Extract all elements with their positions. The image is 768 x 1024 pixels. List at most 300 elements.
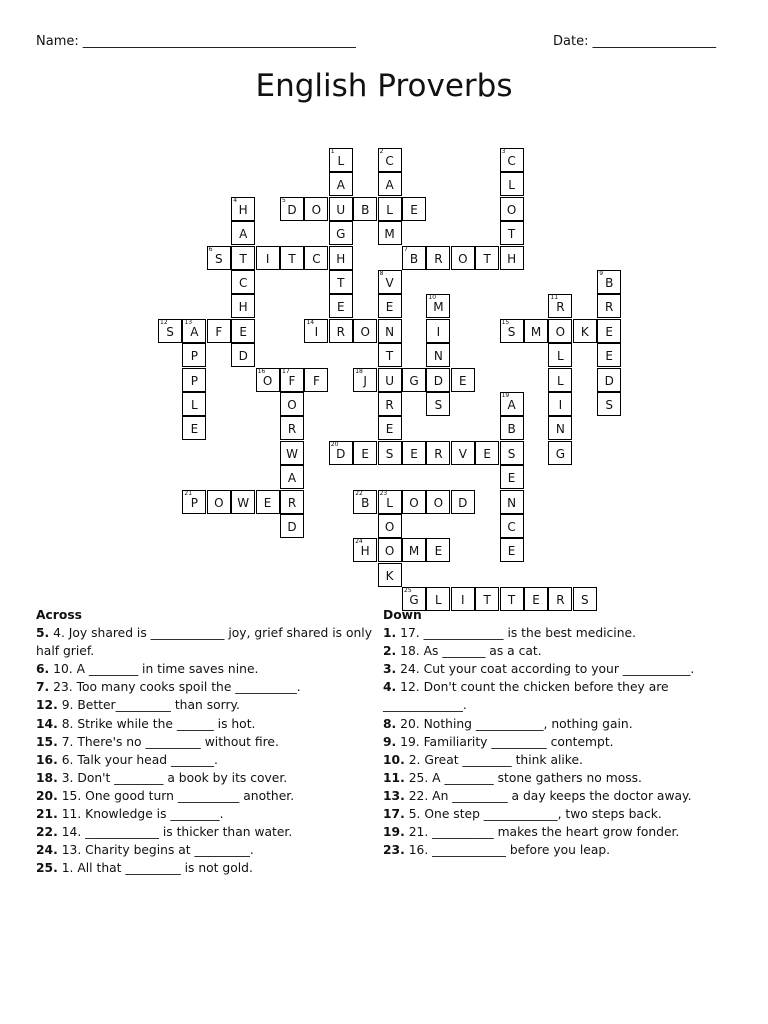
cell-number: 5 [282,196,286,204]
clue-number: 5. [36,626,50,641]
cell-letter: D [287,202,297,217]
grid-cell[interactable] [475,441,499,465]
grid-cell[interactable] [231,294,255,318]
grid-cell[interactable] [475,246,499,270]
cell-letter: E [385,422,394,437]
down-clue [383,642,743,660]
grid-cell[interactable] [304,368,328,392]
cell-number: 18 [355,367,363,375]
grid-cell[interactable] [597,368,621,392]
cell-letter: L [557,349,564,364]
grid-cell[interactable] [378,490,402,514]
grid-cell[interactable] [548,343,572,367]
clue-text: 15. One good turn __________ another. [57,788,295,803]
cell-letter: R [385,398,394,412]
cell-letter: B [605,276,614,290]
cell-letter: R [336,324,345,339]
grid-cell[interactable] [378,538,402,562]
cell-letter: E [263,495,272,510]
across-clue [36,769,381,787]
grid-cell[interactable] [256,368,280,392]
grid-cell[interactable] [548,416,572,440]
cell-letter: T [507,593,516,608]
grid-cell[interactable] [451,368,475,392]
grid-cell[interactable] [182,319,206,343]
grid-cell[interactable] [500,514,524,538]
clue-text: 8. Strike while the ______ is hot. [57,716,256,731]
grid-cell[interactable] [548,441,572,465]
clue-number: 17. [383,807,405,822]
grid-cell[interactable] [329,441,353,465]
cell-letter: H [336,251,346,266]
grid-cell[interactable] [304,246,328,270]
cell-letter: P [190,495,199,510]
grid-cell[interactable] [280,416,304,440]
down-clue [383,823,743,841]
grid-cell[interactable] [500,246,524,270]
grid-cell[interactable] [500,490,524,514]
across-heading: Across [36,608,82,622]
cell-letter: M [408,544,420,559]
cell-letter: O [262,373,273,388]
across-clue [36,696,381,714]
cell-number: 1 [330,148,335,155]
across-clue [36,859,381,877]
cell-letter: L [508,178,515,193]
clue-number: 21. [36,807,58,822]
cell-letter: I [461,593,465,608]
clue-number: 15. [36,734,58,749]
grid-cell[interactable] [426,368,450,392]
cell-letter: G [336,227,346,242]
grid-cell[interactable] [182,343,206,367]
grid-cell[interactable] [451,441,475,465]
cell-letter: C [507,520,516,534]
cell-letter: A [239,227,248,242]
grid-cell[interactable] [597,343,621,367]
grid-cell[interactable] [500,465,524,489]
across-clue [36,787,381,805]
grid-cell[interactable] [378,319,402,343]
grid-cell[interactable] [426,441,450,465]
cell-letter: E [385,300,394,315]
clue-text: 10. A ________ in time saves nine. [49,662,259,677]
grid-cell[interactable] [451,246,475,270]
name-field[interactable]: Name: __________________________________________ [36,34,356,49]
grid-cell[interactable] [280,465,304,489]
grid-cell[interactable] [378,514,402,538]
cell-letter: H [507,251,517,266]
cell-letter: B [361,495,370,510]
date-field[interactable]: Date: ___________________ [553,34,717,49]
grid-cell[interactable] [207,319,231,343]
cell-letter: H [360,544,370,559]
grid-cell[interactable] [426,343,450,367]
grid-cell[interactable] [231,221,255,245]
grid-cell[interactable] [329,172,353,196]
clue-text: 25. A ________ stone gathers no moss. [404,770,642,785]
clue-number: 8. [383,716,397,731]
cell-letter: O [214,495,224,510]
page-title: English Proverbs [255,68,513,104]
cell-number: 2 [379,148,384,155]
clue-text: 4. Joy shared is ____________ joy, grief shared is only half grief. [36,626,373,659]
grid-cell[interactable] [353,538,377,562]
grid-cell[interactable] [451,490,475,514]
across-clue [36,841,381,859]
clue-text: 16. ____________ before you leap. [404,843,611,858]
grid-cell[interactable] [280,490,304,514]
across-clue [36,715,381,733]
grid-cell[interactable] [402,246,426,270]
down-clue [383,678,743,714]
clue-text: 11. Knowledge is ________. [57,807,224,822]
grid-cell[interactable] [426,538,450,562]
grid-cell[interactable] [597,270,621,294]
cell-letter: E [361,446,369,461]
grid-cell[interactable] [426,392,450,416]
clue-text: 24. Cut your coat according to your ___________. [396,662,695,677]
cell-number: 10 [428,294,437,302]
grid-cell[interactable] [353,319,377,343]
cell-letter: T [239,251,247,266]
cell-letter: N [433,349,443,364]
across-clue [36,678,381,696]
grid-cell[interactable] [329,319,353,343]
grid-cell[interactable] [329,270,353,294]
cell-number: 17 [282,367,290,375]
grid-cell[interactable] [402,368,426,392]
grid-cell[interactable] [280,514,304,538]
cell-letter: H [238,300,248,315]
cell-letter: O [311,202,322,217]
across-clues [36,606,381,877]
cell-letter: O [287,398,297,412]
clue-number: 23. [383,843,405,858]
grid-cell[interactable] [231,319,255,343]
clue-number: 19. [383,825,405,840]
cell-letter: R [556,300,565,315]
grid-cell[interactable] [378,416,402,440]
clue-text: 20. Nothing ___________, nothing gain. [396,716,633,731]
clue-number: 12. [36,698,58,713]
clue-number: 4. [383,680,397,695]
clue-number: 13. [383,788,405,803]
grid-cell[interactable] [378,441,402,465]
cell-letter: E [410,446,418,461]
cell-number: 21 [184,489,193,497]
clue-text: 14. ____________ is thicker than water. [57,825,293,840]
grid-cell[interactable] [597,392,621,416]
grid-cell[interactable] [524,319,548,343]
grid-cell[interactable] [402,490,426,514]
cell-letter: R [287,422,297,437]
grid-cell[interactable] [182,368,206,392]
cell-letter: S [507,446,516,461]
grid-cell[interactable] [426,490,450,514]
grid-cell[interactable] [182,416,206,440]
grid-cell[interactable] [353,441,377,465]
cell-letter: M [384,227,395,242]
grid-cell[interactable] [329,294,353,318]
cell-number: 16 [257,367,266,375]
grid-cell[interactable] [500,148,524,172]
cell-number: 22 [355,489,363,497]
grid-cell[interactable] [231,197,255,221]
grid-cell[interactable] [378,172,402,196]
cell-letter: S [434,398,443,412]
cell-letter: O [409,495,419,510]
grid-cell[interactable] [378,221,402,245]
cell-letter: T [337,276,345,290]
grid-cell[interactable] [280,392,304,416]
cell-letter: U [336,202,346,217]
grid-cell[interactable] [329,197,353,221]
cell-letter: T [507,227,516,242]
cell-letter: E [483,446,491,461]
cell-letter: E [239,324,247,339]
clue-number: 14. [36,716,58,731]
cell-letter: K [580,324,589,339]
grid-cell[interactable] [378,563,402,587]
cell-letter: N [555,422,565,437]
cell-letter: R [434,446,443,461]
grid-cell[interactable] [231,246,255,270]
cell-letter: L [191,398,198,412]
cell-letter: G [555,446,566,461]
cell-number: 7 [404,245,408,253]
cell-letter: S [580,593,589,608]
grid-cell[interactable] [256,490,280,514]
grid-cell[interactable] [280,441,304,465]
cell-letter: E [434,544,443,559]
cell-letter: T [385,349,394,364]
grid-cell[interactable] [304,197,328,221]
grid-cell[interactable] [353,490,377,514]
cell-letter: I [265,251,270,266]
cell-letter: W [237,495,250,510]
clue-text: 18. As _______ as a cat. [396,644,542,659]
clue-number: 10. [383,752,405,767]
across-clue [36,805,381,823]
grid-cell[interactable] [378,368,402,392]
cell-letter: N [507,495,517,510]
cell-letter: I [558,398,563,412]
grid-cell[interactable] [402,197,426,221]
grid-cell[interactable] [231,270,255,294]
cell-letter: O [555,324,566,339]
grid-cell[interactable] [548,392,572,416]
cell-letter: B [409,251,419,266]
down-clue [383,751,743,769]
clue-number: 25. [36,861,58,876]
down-heading: Down [383,608,422,622]
grid-cell[interactable] [500,172,524,196]
grid-cell[interactable] [256,246,280,270]
across-clue [36,624,381,660]
cell-letter: E [532,593,540,608]
cell-letter: A [190,324,199,339]
grid-cell[interactable] [280,246,304,270]
clue-text: 5. One step ____________, two steps back. [404,807,662,822]
grid-cell[interactable] [231,343,255,367]
cell-letter: H [238,202,248,217]
cell-letter: T [288,251,296,266]
cell-letter: J [363,373,367,388]
grid-cell[interactable] [280,368,304,392]
cell-letter: O [506,202,517,217]
cell-letter: K [385,568,394,583]
grid-cell[interactable] [182,490,206,514]
grid-cell[interactable] [378,392,402,416]
grid-cell[interactable] [426,246,450,270]
grid-cell[interactable] [426,319,450,343]
cell-letter: I [436,324,441,339]
cell-letter: S [385,446,394,461]
clue-text: 17. _____________ is the best medicine. [396,626,636,641]
clue-number: 11. [383,770,405,785]
cell-letter: B [361,202,370,217]
clue-number: 3. [383,662,397,677]
cell-letter: C [385,154,394,168]
cell-letter: S [214,251,223,266]
cell-letter: O [360,324,370,339]
cell-letter: L [435,593,442,608]
grid-cell[interactable] [207,246,231,270]
grid-cell[interactable] [426,294,450,318]
clue-number: 24. [36,843,58,858]
cell-letter: U [385,373,394,388]
cell-letter: R [434,251,443,266]
grid-cell[interactable] [573,319,597,343]
grid-cell[interactable] [500,221,524,245]
cell-letter: C [507,154,516,168]
clue-text: 21. __________ makes the heart grow fonder. [404,825,680,840]
grid-cell[interactable] [548,294,572,318]
cell-number: 9 [599,270,604,277]
cell-number: 13 [184,318,193,326]
grid-cell[interactable] [158,319,182,343]
grid-cell[interactable] [353,197,377,221]
cell-number: 19 [501,392,510,399]
clue-text: 9. Better_________ than sorry. [57,698,240,713]
down-clue [383,733,743,751]
grid-cell[interactable] [353,368,377,392]
cell-letter: O [433,495,444,510]
cell-letter: V [385,276,394,290]
cell-letter: O [458,251,468,266]
cell-number: 12 [160,318,168,326]
cell-letter: E [507,471,516,486]
grid-cell[interactable] [304,319,328,343]
cell-letter: D [336,446,346,461]
grid-cell[interactable] [378,343,402,367]
cell-letter: F [312,373,320,388]
across-clue [36,823,381,841]
grid-cell[interactable] [500,392,524,416]
cell-letter: I [314,324,319,339]
grid-cell[interactable] [500,416,524,440]
grid-cell[interactable] [500,538,524,562]
grid-cell[interactable] [329,148,353,172]
grid-cell[interactable] [280,197,304,221]
grid-cell[interactable] [597,294,621,318]
cell-letter: E [605,324,613,339]
clue-text: 23. Too many cooks spoil the __________. [49,680,301,695]
cell-number: 6 [208,245,213,253]
cell-letter: S [166,324,174,339]
grid-cell[interactable] [329,221,353,245]
cell-letter: N [385,324,395,339]
cell-letter: M [433,300,444,315]
clue-text: 1. All that _________ is not gold. [57,861,253,876]
grid-cell[interactable] [207,490,231,514]
grid-cell[interactable] [500,319,524,343]
cell-letter: E [507,544,516,559]
cell-letter: R [556,593,565,608]
cell-number: 4 [233,196,238,204]
cell-letter: T [483,593,491,608]
down-clue [383,769,743,787]
clue-number: 9. [383,734,397,749]
clue-text: 13. Charity begins at _________. [57,843,254,858]
cell-letter: L [386,202,393,217]
clue-text: 6. Talk your head _______. [57,752,218,767]
cell-number: 20 [330,440,339,448]
cell-number: 11 [550,294,559,302]
grid-cell[interactable] [597,319,621,343]
cell-letter: C [238,276,248,290]
grid-cell[interactable] [182,392,206,416]
grid-cell[interactable] [378,197,402,221]
grid-cell[interactable] [548,368,572,392]
cell-letter: M [530,324,542,339]
cell-letter: A [287,471,297,486]
cell-letter: D [604,373,614,388]
across-clue [36,751,381,769]
grid-cell[interactable] [378,294,402,318]
cell-letter: B [507,422,516,437]
grid-cell[interactable] [548,319,572,343]
clue-number: 6. [36,662,50,677]
cell-letter: O [384,544,395,559]
grid-cell[interactable] [500,197,524,221]
clue-text: 2. Great ________ think alike. [404,752,583,767]
cell-letter: D [238,349,248,364]
cell-number: 8 [379,270,384,277]
cell-letter: R [605,300,614,315]
clue-text: 3. Don't ________ a book by its cover. [57,770,288,785]
grid-cell[interactable] [378,270,402,294]
cell-letter: O [384,520,395,534]
cell-letter: E [337,300,345,315]
grid-cell[interactable] [402,441,426,465]
grid-cell[interactable] [329,246,353,270]
cell-letter: E [410,202,418,217]
cell-letter: P [190,349,199,364]
grid-cell[interactable] [402,538,426,562]
cell-letter: D [433,373,444,388]
clue-number: 7. [36,680,50,695]
cell-number: 3 [501,148,506,155]
grid-cell[interactable] [378,148,402,172]
cell-number: 23 [379,489,388,497]
grid-cell[interactable] [500,441,524,465]
cell-letter: P [190,373,199,388]
cell-letter: A [336,178,345,193]
grid-cell[interactable] [231,490,255,514]
cell-letter: L [337,154,345,168]
